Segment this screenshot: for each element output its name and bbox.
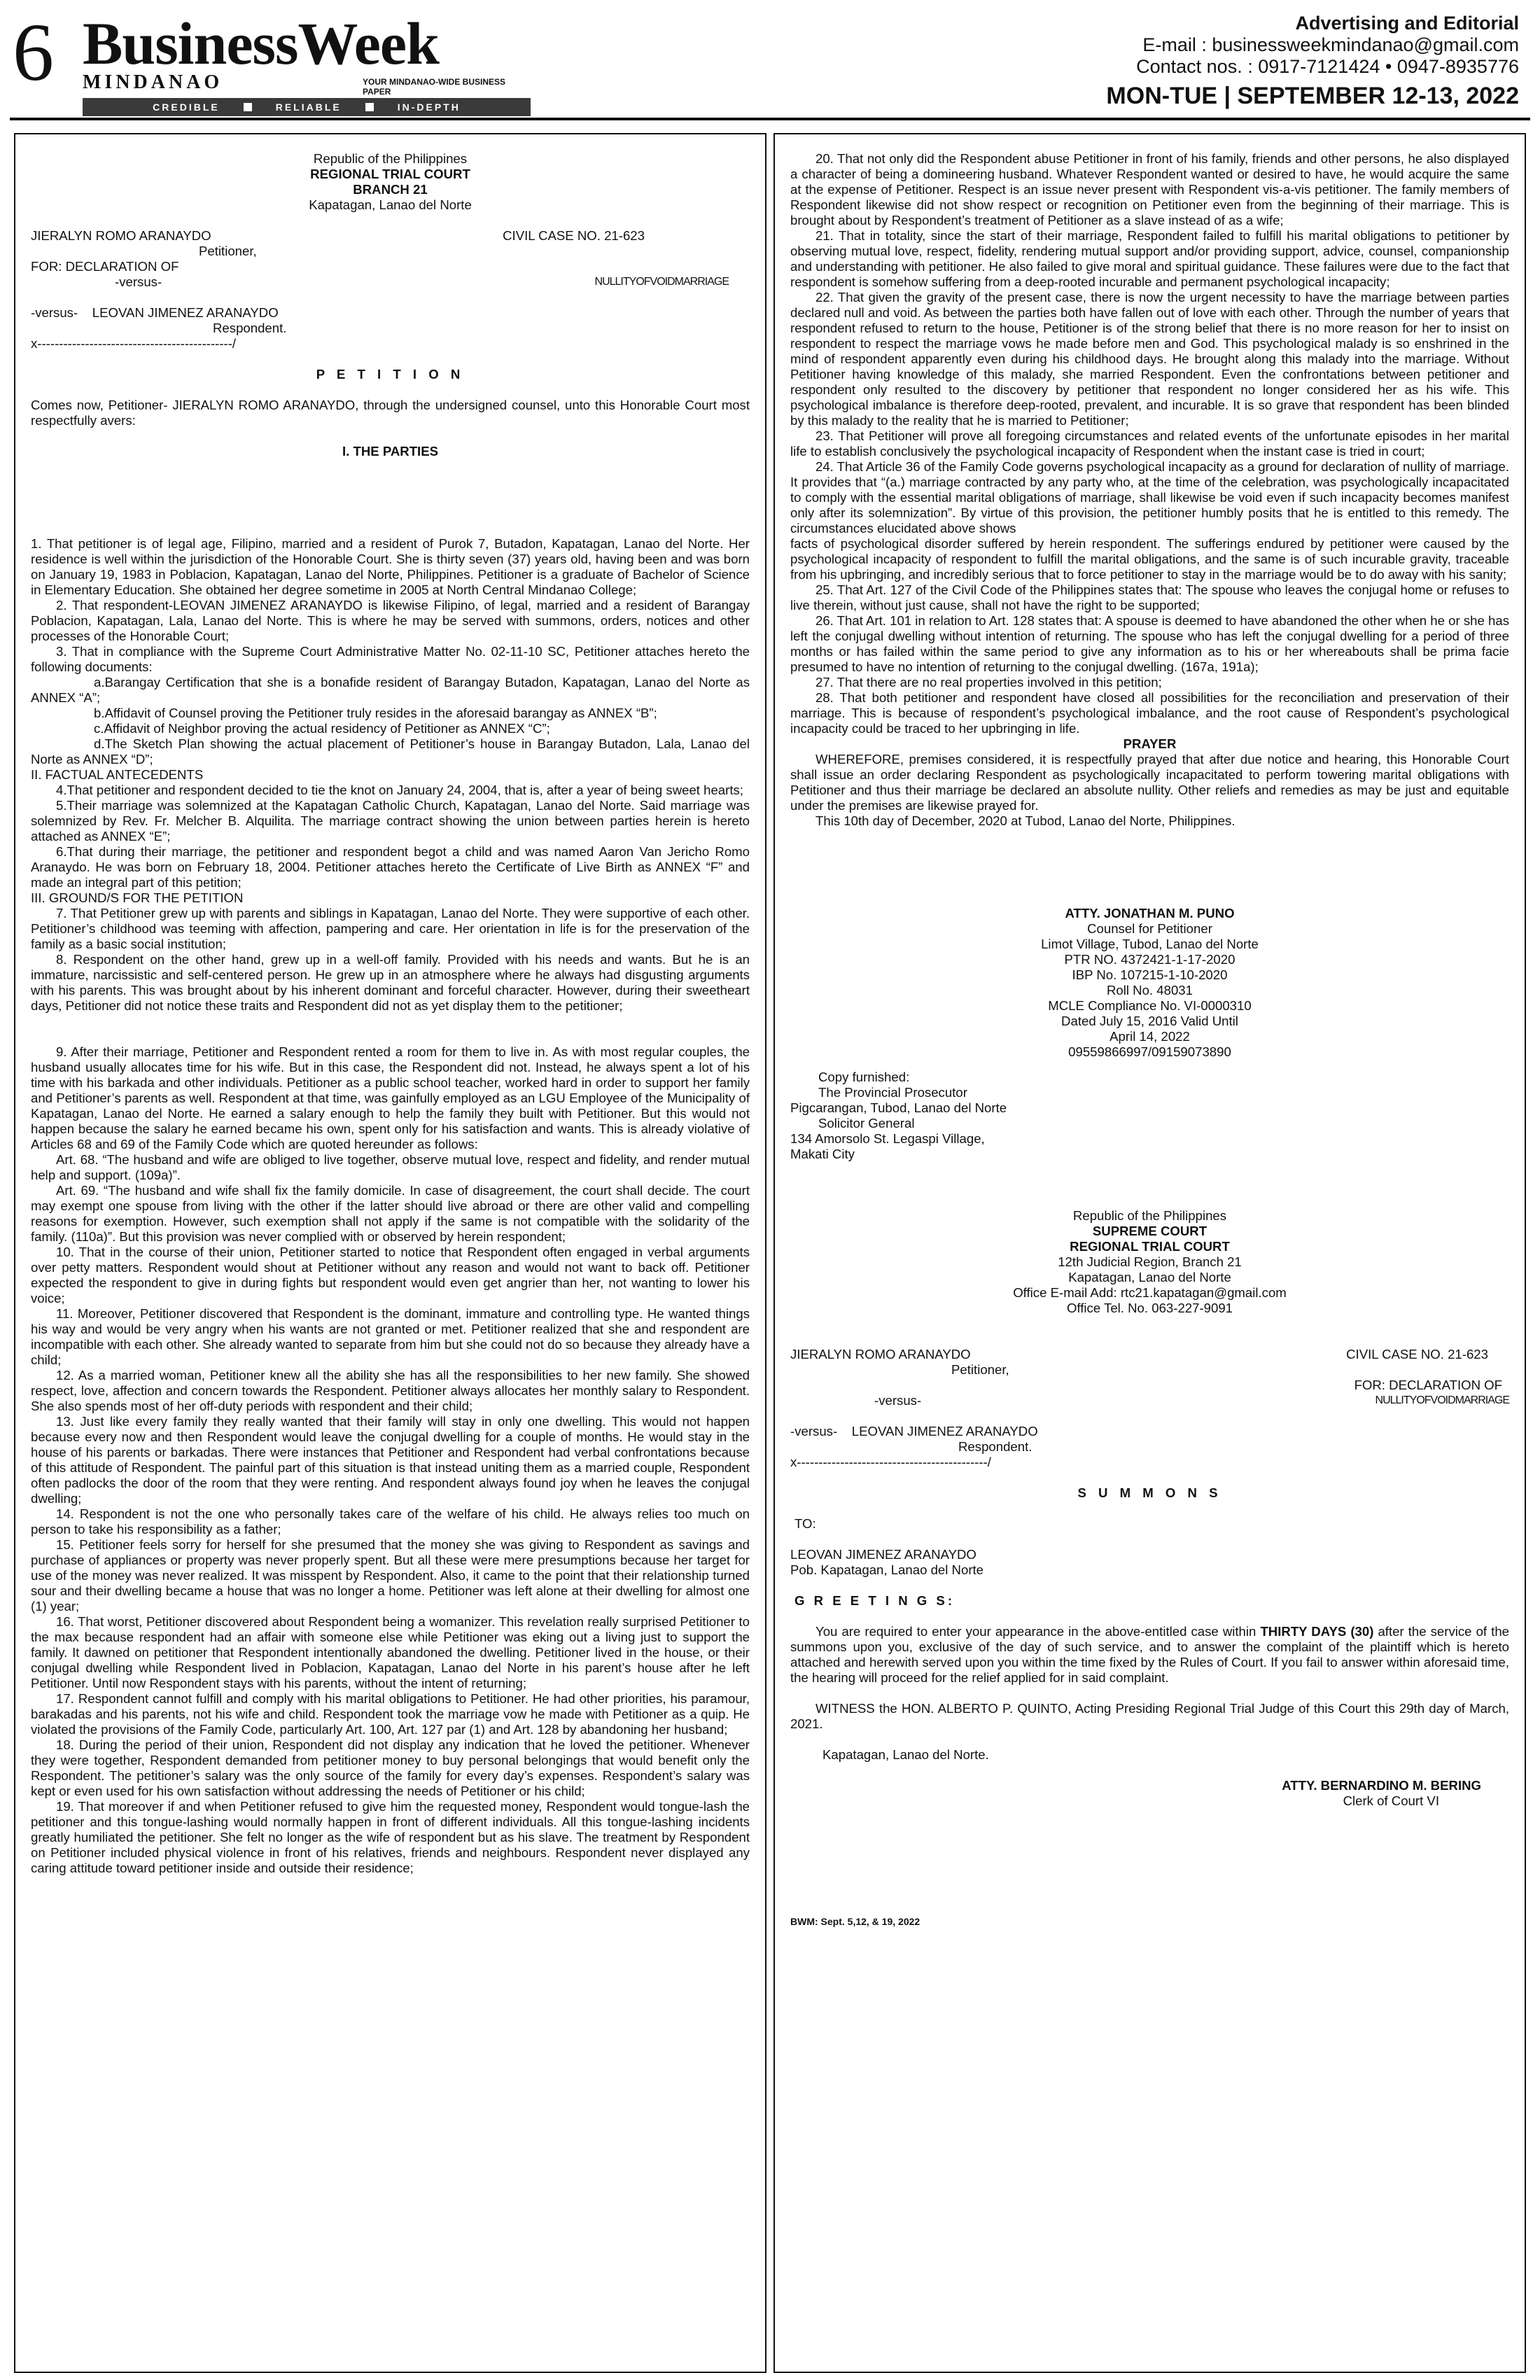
court-line: SUPREME COURT [1092, 1224, 1208, 1238]
summons-body: You are required to enter your appearance in the above-entitled case within THIRTY DAYS (30) after the service of the summons upon you, exclusive of the day of such service, and to answer the complaint of the plaintiff which is hereto attached and herewith served upon you within the time fixed by the Rules of Court. If you fail to answer within aforesaid time, the hearing will proceed for the relief applied for in said complaint. [790, 1624, 1510, 1685]
signatory-name: ATTY. BERNARDINO M. BERING [1282, 1778, 1481, 1793]
paragraph: Art. 69. “The husband and wife shall fix the family domicile. In case of disagreement, the court shall decide. The court may exempt one spouse from living with the other if the latter should live abroad or there are other valid and compelling reasons for exemption. However, such exemption shall not apply if the same is not compatible with the solidarity of the family. (110a)”. But this provision was never complied with or observed by herein respondent; [31, 1183, 750, 1244]
section-heading: II. FACTUAL ANTECEDENTS [31, 767, 204, 782]
paragraph: 11. Moreover, Petitioner discovered that Respondent is the dominant, immature and controlling type. He wanted things his way and would be very angry when his wants are not granted or met. Petitioner realized that she and respondent are incompatible with each other. She already wanted to separate from him but she could not do so because they already have a child; [31, 1306, 750, 1367]
copy-line: Pigcarangan, Tubod, Lanao del Norte [790, 1100, 1007, 1115]
for-label: FOR: DECLARATION OF [1354, 1378, 1502, 1392]
copy-line: Makati City [790, 1147, 855, 1161]
counsel-signature-block [790, 906, 1509, 1060]
court-line: Office E-mail Add: rtc21.kapatagan@gmail.com [1013, 1285, 1287, 1300]
publication-dates: BWM: Sept. 5,12, & 19, 2022 [790, 1916, 920, 1927]
for-label: FOR: DECLARATION OF [31, 259, 179, 274]
logo-value: IN-DEPTH [397, 102, 461, 113]
counsel-line: Limot Village, Tubod, Lanao del Norte [1041, 937, 1259, 951]
section-heading: III. GROUND/S FOR THE PETITION [31, 890, 244, 905]
contact-block [1106, 13, 1519, 111]
paragraph: 19. That moreover if and when Petitioner refused to give him the requested money, Respondent would tongue-lash the petitioner and this tongue-lashing would normally happen in front of different individuals. All this tongue-lashing incidents greatly humiliated the petitioner. She felt no longer as the wife of respondent but as his slave. The treatment by Respondent on Petitioner included physical violence in front of his relatives, friends and neighbours. Respondent never displayed any caring attitude toward petitioner inside and outside their residence; [31, 1799, 750, 1875]
paragraph: 14. Respondent is not the one who personally takes care of the welfare of his child. He always relies too much on person to take his responsibility as a father; [31, 1506, 750, 1536]
to-label: TO: [794, 1516, 816, 1531]
newspaper-logo [83, 10, 531, 116]
logo-region: MINDANAO [83, 71, 223, 93]
paragraph: 5.Their marriage was solemnized at the Kapatagan Catholic Church, Kapatagan, Lanao del Norte. Said marriage was solemnized by Rev. Fr. Melcher B. Alquilita. The marriage contract showing the union between parties herein is hereto attached as ANNEX “E”; [31, 798, 750, 844]
court-line: Republic of the Philippines [1072, 1208, 1227, 1223]
petitioner-role: Petitioner, [951, 1362, 1009, 1377]
paragraph: 23. That Petitioner will prove all foregoing circumstances and related events of the unfortunate episodes in her marital life to establish conclusively the psychological incapacity of Respondent when the instant case is tried in court; [790, 428, 1509, 458]
versus-label: -versus- [115, 274, 162, 289]
paragraph: 21. That in totality, since the start of their marriage, Respondent failed to fulfill his marital obligations to petitioner by observing mutual love, respect, fidelity, rendering mutual support and/or providing support, advice, counsel, companionship and understanding with petitioner. He also failed to give moral and spiritual guidance. These failures were due to the fact that respondent is somehow suffering from a deep-rooted incurable and permanent psychological incapacity; [790, 228, 1509, 289]
petition-title: P E T I T I O N [316, 367, 465, 382]
caption-row [790, 1347, 1509, 1362]
case-nature: NULLITYOFVOIDMARRIAGE [594, 276, 729, 288]
court-line: REGIONAL TRIAL COURT [310, 167, 470, 181]
respondent-role: Respondent. [958, 1439, 1032, 1454]
petitioner-name: JIERALYN ROMO ARANAYDO [31, 228, 211, 243]
paragraph: 16. That worst, Petitioner discovered about Respondent being a womanizer. This revelation really surprised Petitioner to the max because respondent had an affair with someone else while Petitioner was eking out a living just to support the family. It dawned on petitioner that Respondent intentionally abandoned the dwelling. Petitioner lived in the house, or their conjugal dwelling while Respondent lived in Poblacion, Kapatagan, Lanao del Norte in his parent’s house after he left Petitioner. Until now Respondent stays with his parents, without the intent of returning; [31, 1614, 750, 1690]
paragraph: 3. That in compliance with the Supreme Court Administrative Matter No. 02-11-10 SC, Petitioner attaches hereto the following documents: [31, 644, 750, 674]
paragraph: 20. That not only did the Respondent abuse Petitioner in front of his family, friends and other persons, he also displayed a character of being a domineering husband. Whatever Respondent wanted or desired to have, he would acquire the same at the expense of Petitioner. Respect is an issue never present with Respondent vis-a-vis petitioner. The family members of Respondent likewise did not show respect or recognition on Petitioner even from the beginning of their marriage. This is brought about by Respondent’s treatment of Petitioner as a slave instead of as a wife; [790, 151, 1509, 227]
paragraph: 4.That petitioner and respondent decided to tie the knot on January 24, 2004, that is, after a year of being sweet hearts; [56, 783, 743, 797]
prayer-heading: PRAYER [1123, 736, 1177, 751]
summons-court-header [790, 1208, 1509, 1316]
masthead [0, 0, 1540, 119]
dated-line: This 10th day of December, 2020 at Tubod, Lanao del Norte, Philippines. [816, 813, 1236, 828]
addressee-name: LEOVAN JIMENEZ ARANAYDO [790, 1547, 976, 1562]
counsel-line: Dated July 15, 2016 Valid Until [1061, 1014, 1238, 1028]
paragraph: 8. Respondent on the other hand, grew up in a well-off family. Provided with his needs and wants. But he is an immature, narcissistic and self-centered person. He grew up in an atmosphere where he always had disgusting arguments with his parents. This was brought about by his inherent dominant and forceful character. However, during their sweetheart days, Petitioner did not notice these traits and Respondent did not as yet display them to the petitioner; [31, 952, 750, 1013]
petition-summons-column [774, 133, 1526, 2373]
paragraph: Art. 68. “The husband and wife are obliged to live together, observe mutual love, respect and fidelity, and render mutual help and support. (109a)”. [31, 1152, 750, 1182]
copy-line: Solicitor General [818, 1116, 915, 1130]
masthead-rule [10, 118, 1530, 120]
versus-label: -versus- [874, 1393, 922, 1408]
court-line: Office Tel. No. 063-227-9091 [1066, 1301, 1233, 1315]
annex-item: c.Affidavit of Neighbor proving the actual residency of Petitioner as ANNEX “C”; [94, 721, 550, 736]
court-line: BRANCH 21 [353, 182, 428, 197]
caption-divider: x--------------------------------------------/ [790, 1455, 991, 1469]
respondent-line: -versus- LEOVAN JIMENEZ ARANAYDO [790, 1424, 1038, 1438]
paragraph: 12. As a married woman, Petitioner knew all the ability she has all the responsibilities to her new family. She showed respect, love, affection and concern towards the Respondent. Petitioner always allocates her monthly salary to Respondent. She also spends most of her off-duty periods with respondent and their child; [31, 1368, 750, 1413]
paragraph: 26. That Art. 101 in relation to Art. 128 states that: A spouse is deemed to have abandoned the other when he or she has left the conjugal dwelling without intention of returning. The spouse who has left the conjugal dwelling for a period of three months or has failed within the same period to give any information as to his or her whereabouts shall be prima facie presumed to have no intention of returning to the conjugal dwelling. (167a, 191a); [790, 613, 1509, 674]
paragraph: facts of psychological disorder suffered by herein respondent. The sufferings endured by petitioner were caused by the psychological incapacity of respondent to fulfill the marital obligations, and the same is of such incurable gravity, traceable from his upbringing, and incredibly serious that to force petitioner to stay in the marriage would be to do away with his sanity; [790, 536, 1509, 582]
counsel-name: ATTY. JONATHAN M. PUNO [1065, 906, 1235, 920]
paragraph: 25. That Art. 127 of the Civil Code of the Philippines states that: The spouse who leaves the conjugal home or refuses to live therein, without just cause, shall not have the right to be supported; [790, 582, 1509, 612]
paragraph: 10. That in the course of their union, Petitioner started to notice that Respondent often engaged in verbal arguments over petty matters. Respondent would shout at Petitioner without any reason and would not want to back off. Petitioner expected the respondent to give in during fights but respondent would even get angrier than her, not wanting to lower his voice; [31, 1245, 750, 1306]
place-line: Kapatagan, Lanao del Norte. [822, 1747, 989, 1762]
paragraph: 18. During the period of their union, Respondent did not display any indication that he loved the petitioner. Whenever they were together, Respondent demanded from petitioner money to buy personal belongings that would benefit only the Respondent. The petitioner’s salary was the only source of the family for every day’s expenses. Respondent’s salary was kept or even used for his own satisfaction without addressing the needs of Petitioner or his child; [31, 1737, 750, 1798]
counsel-line: MCLE Compliance No. VI-0000310 [1048, 998, 1252, 1013]
prayer-text: WHEREFORE, premises considered, it is respectfully prayed that after due notice and hearing, this Honorable Court shall issue an order declaring Respondent as psychologically incapacitated to perform towering marital obligations with Petitioner and thus their marriage be declared an absolute nullity. Other reliefs and remedies as may be just and equitable under the premises are likewise prayed for. [790, 752, 1509, 813]
petition-column [14, 133, 766, 2373]
logo-values-bar [83, 98, 531, 116]
square-icon [365, 103, 374, 111]
section-heading: I. THE PARTIES [342, 444, 439, 458]
counsel-line: IBP No. 107215-1-10-2020 [1072, 967, 1228, 982]
court-line: Kapatagan, Lanao del Norte [309, 197, 472, 212]
court-line: 12th Judicial Region, Branch 21 [1058, 1254, 1242, 1269]
copy-furnished-block [790, 1070, 1509, 1162]
paragraph: 13. Just like every family they really wanted that their family will stay in only one dwelling. This would not happen because every now and then Respondent would leave the conjugal dwelling for a couple of months. He would stay in the house of his parents or barkadas. There were instances that Petitioner and Respondent had verbal confrontations because of this attitude of Respondent. The painful part of this situation is that instead uniting them as a married couple, Respondent often padlocks the door of the room that they were renting. And respondent always found joy when he leaves the conjugal dwelling; [31, 1414, 750, 1506]
copy-line: 134 Amorsolo St. Legaspi Village, [790, 1131, 985, 1146]
court-line: Kapatagan, Lanao del Norte [1068, 1270, 1231, 1284]
issue-date: MON-TUE | SEPTEMBER 12-13, 2022 [1106, 83, 1519, 109]
paragraph: 24. That Article 36 of the Family Code governs psychological incapacity as a ground for declaration of nullity of marriage. It provides that “(a.) marriage contracted by any party who, at the time of the celebration, was psychologically incapacitated to comply with the essential marital obligations of marriage, shall likewise be void even if such incapacity becomes manifest only after its solemnization”. By virtue of this provision, the petitioner humbly posits that he is entitled to this remedy. The circumstances elucidated above shows [790, 459, 1509, 536]
contact-phones: Contact nos. : 0917-7121424 • 0947-8935776 [1136, 56, 1519, 77]
court-line: REGIONAL TRIAL COURT [1070, 1239, 1230, 1254]
paragraph: 17. Respondent cannot fulfill and comply with his marital obligations to Petitioner. He had other priorities, his paramour, barakadas and his parents, not his wife and child. Respondent took the marriage vow he made with Petitioner as a quip. He violated the provisions of the Family Code, particularly Art. 100, Art. 127 par (1) and Art. 128 by abandoning her husband; [31, 1691, 750, 1737]
greetings-label: G R E E T I N G S: [794, 1593, 955, 1608]
petitioner-role: Petitioner, [199, 244, 257, 258]
counsel-line: Counsel for Petitioner [1087, 921, 1212, 936]
respondent-line: -versus- LEOVAN JIMENEZ ARANAYDO [31, 305, 279, 320]
counsel-line: April 14, 2022 [1110, 1029, 1190, 1044]
caption-row [31, 228, 750, 244]
paragraph: 28. That both petitioner and respondent have closed all possibilities for the reconciliation and preservation of their marriage. This is because of respondent’s psychological imbalance, and the root cause of Respondent’s psychological incapacity could be traced to her upbringing in life. [790, 690, 1509, 736]
clerk-signature-block [790, 1778, 1509, 1809]
logo-wordmark: BusinessWeek [83, 10, 439, 77]
paragraph: 6.That during their marriage, the petitioner and respondent begot a child and was named Aaron Van Jericho Romo Aranaydo. He was born on February 18, 2004. Petitioner attaches hereto the Certificate of Live Birth as ANNEX “F” and made an integral part of this petition; [31, 844, 750, 890]
contact-heading: Advertising and Editorial [1295, 13, 1519, 34]
paragraph: 22. That given the gravity of the present case, there is now the urgent necessity to have the marriage between parties declared null and void. As between the parties both have fallen out of love with each other. Through the number of years that respondent refused to return to the house, Petitioner is of the strong belief that there is no more reason for her to insist on respondent to respect the marriage vows he made before men and God. This psychological malady is so enshrined in the mind of respondent apparently even during his childhood days. He brought along this malady into the marriage. Without Petitioner having knowledge of this malady, she married Respondent. Even the confrontations between petitioner and respondent only resulted to the discovery by petitioner that respondent no longer considered her as his wife. This psychological imbalance is therefore deep-rooted, prevalent, and incurable. It is so grave that respondent has been blinded by this malady to the reality that he is married to Petitioner; [790, 290, 1509, 428]
copy-line: Copy furnished: [818, 1070, 910, 1084]
paragraph: 2. That respondent-LEOVAN JIMENEZ ARANAYDO is likewise Filipino, of legal, married and a resident of Barangay Poblacion, Kapatagan, Lala, Lanao del Norte. This is where he may be served with summons, orders, notices and other processes of the Honorable Court; [31, 598, 750, 643]
contact-email: E-mail : businessweekmindanao@gmail.com [1142, 34, 1519, 55]
paragraph: 27. That there are no real properties involved in this petition; [816, 675, 1162, 690]
petition-court-header [31, 151, 750, 213]
petitioner-name: JIERALYN ROMO ARANAYDO [790, 1347, 971, 1362]
square-icon [244, 103, 252, 111]
paragraph: 7. That Petitioner grew up with parents and siblings in Kapatagan, Lanao del Norte. They were supportive of each other. Petitioner’s childhood was teeming with affection, pampering and care. Her orientation in life is for the preservation of the family as a basic social institution; [31, 906, 750, 951]
counsel-line: Roll No. 48031 [1106, 983, 1193, 997]
paragraph: 1. That petitioner is of legal age, Filipino, married and a resident of Purok 7, Butadon, Kapatagan, Lanao del Norte. Her residence is well within the jurisdiction of the Honorable Court. She is thirty seven (37) years old, having been and was born on January 19, 1983 in Poblacion, Kapatagan, Lanao del Norte, Philippines. Petitioner is a graduate of Bachelor of Science in Elementary Education. She obtained her degree sometime in 2005 at North Central Mindanao College; [31, 536, 750, 597]
witness-line: WITNESS the HON. ALBERTO P. QUINTO, Acting Presiding Regional Trial Judge of this Court this 29th day of March, 2021. [790, 1701, 1509, 1731]
respondent-role: Respondent. [213, 321, 287, 335]
copy-line: The Provincial Prosecutor [818, 1085, 967, 1100]
annex-item: a.Barangay Certification that she is a bonafide resident of Barangay Butadon, Kapatagan, Lanao del Norte as ANNEX “A”; [31, 675, 750, 705]
annex-item: b.Affidavit of Counsel proving the Petitioner truly resides in the aforesaid barangay as ANNEX “B”; [94, 706, 657, 720]
court-line: Republic of the Philippines [313, 151, 468, 166]
caption-divider: x---------------------------------------------/ [31, 336, 237, 351]
paragraph: 9. After their marriage, Petitioner and Respondent rented a room for them to live in. As with most regular couples, the husband usually allocates time for his wife. But in this case, the Respondent did not. Instead, he always spent a lot of his time with his barkada and other individuals. Petitioner as a public school teacher, worked hard in order to support her family and Petitioner’s parents as well. Respondent at that time, was gainfully employed as an LGU Employee of the Municipality of Kapatagan, Lanao del Norte. He earned a salary enough to help the family they built with Petitioner. But this would not happen because the salary he earned became his own, spent only for his satisfaction and wants. This is already violative of Articles 68 and 69 of the Family Code which are quoted hereunder as follows: [31, 1044, 750, 1152]
page-number: 6 [13, 6, 54, 98]
logo-tagline: YOUR MINDANAO-WIDE BUSINESS PAPER [363, 77, 506, 97]
signatory-title: Clerk of Court VI [1343, 1793, 1439, 1808]
petition-intro: Comes now, Petitioner- JIERALYN ROMO ARANAYDO, through the undersigned counsel, unto this Honorable Court most respectfully avers: [31, 398, 750, 428]
counsel-line: 09559866997/09159073890 [1068, 1044, 1231, 1059]
logo-value: RELIABLE [275, 102, 342, 113]
annex-item: d.The Sketch Plan showing the actual placement of Petitioner’s house in Barangay Butadon, Lala, Lanao del Norte as ANNEX “D”; [31, 736, 750, 766]
case-number: CIVIL CASE NO. 21-623 [503, 228, 645, 243]
counsel-line: PTR NO. 4372421-1-17-2020 [1064, 952, 1236, 967]
summons-title: S U M M O N S [1077, 1485, 1222, 1500]
paragraph: 15. Petitioner feels sorry for herself for she presumed that the money she was giving to Respondent as savings and purchase of appliances or property was never properly spent. But all these were mere presumptions because her target for use of the money was never realized. It was misspent by Respondent. Also, it came to the point that their relationship turned sour and their dwelling became a house that was no longer a home. Petitioner was left alone at their dwelling for almost one (1) year; [31, 1537, 750, 1614]
case-number: CIVIL CASE NO. 21-623 [1346, 1347, 1488, 1362]
case-nature: NULLITYOFVOIDMARRIAGE [1375, 1394, 1509, 1406]
logo-value: CREDIBLE [153, 102, 220, 113]
addressee-address: Pob. Kapatagan, Lanao del Norte [790, 1562, 984, 1577]
